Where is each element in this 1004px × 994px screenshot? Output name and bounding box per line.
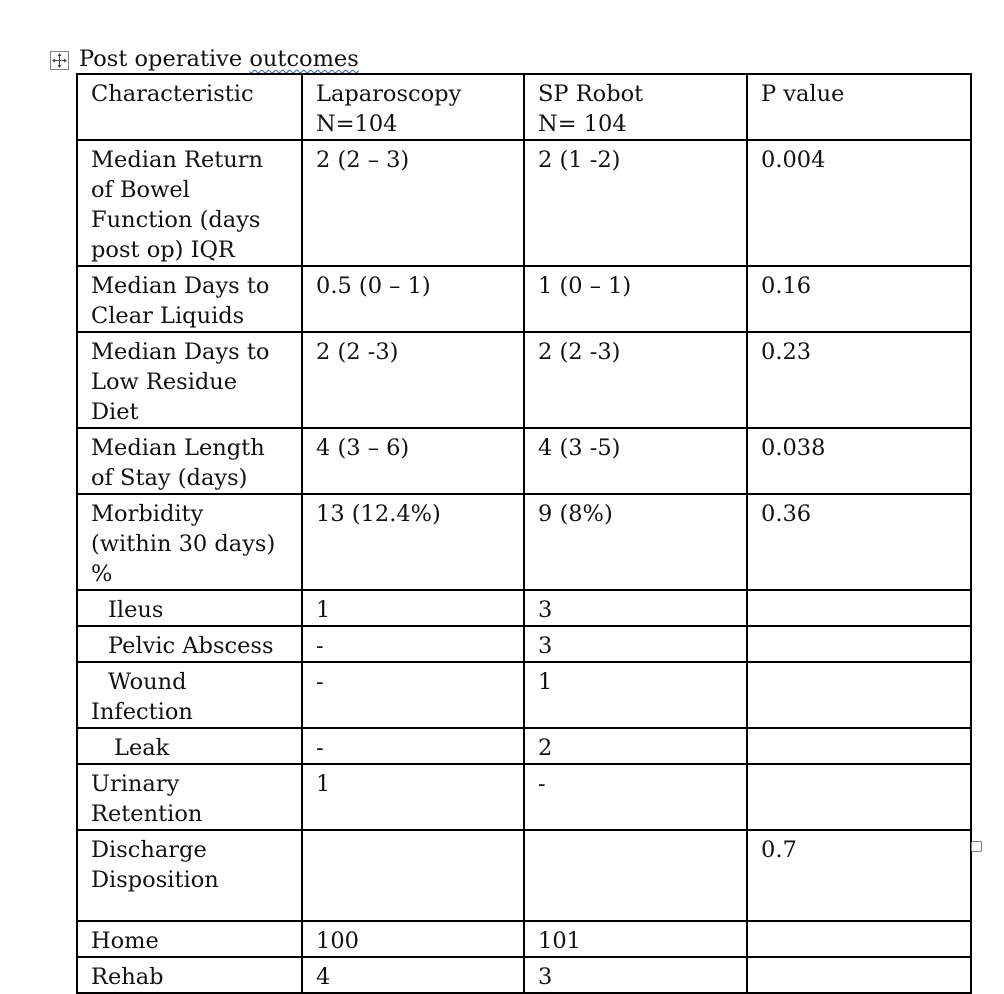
outcomes-table <box>76 73 972 994</box>
row-sp-robot-value: 9 (8%) <box>524 494 747 590</box>
row-label-text: Wound Infection <box>91 669 193 725</box>
row-sp-robot-value: 3 <box>524 590 747 626</box>
row-pvalue: 0.16 <box>747 266 971 332</box>
row-sp-robot-value: 3 <box>524 957 747 993</box>
row-label: Median Days to Low Residue Diet <box>77 332 302 428</box>
row-sp-robot-value: 4 (3 -5) <box>524 428 747 494</box>
row-pvalue: 0.7 <box>747 830 971 921</box>
row-laparoscopy-value: 100 <box>302 921 524 957</box>
row-pvalue: 0.004 <box>747 140 971 266</box>
row-laparoscopy-value: 4 (3 – 6) <box>302 428 524 494</box>
row-laparoscopy-value: 2 (2 -3) <box>302 332 524 428</box>
row-label: Home <box>77 921 302 957</box>
caption-underlined-word: outcomes <box>249 46 359 72</box>
table-row <box>77 140 971 266</box>
table-row <box>77 830 971 921</box>
row-label: Median Return of Bowel Function (days post op) IQR <box>77 140 302 266</box>
row-pvalue <box>747 921 971 957</box>
row-laparoscopy-value: 2 (2 – 3) <box>302 140 524 266</box>
row-laparoscopy-value: 13 (12.4%) <box>302 494 524 590</box>
caption-prefix: Post operative <box>79 46 250 72</box>
row-pvalue <box>747 626 971 662</box>
row-label: Pelvic Abscess <box>77 626 302 662</box>
table-row <box>77 590 971 626</box>
table-row <box>77 921 971 957</box>
row-sp-robot-value: 3 <box>524 626 747 662</box>
row-pvalue <box>747 590 971 626</box>
header-sp-robot-n: N= 104 <box>538 111 627 137</box>
header-characteristic: Characteristic <box>77 74 302 140</box>
row-pvalue <box>747 957 971 993</box>
row-label: Discharge Disposition <box>77 830 302 921</box>
table-row <box>77 428 971 494</box>
row-pvalue: 0.23 <box>747 332 971 428</box>
header-sp-robot <box>524 74 747 140</box>
row-sp-robot-value: 2 (1 -2) <box>524 140 747 266</box>
row-pvalue <box>747 662 971 728</box>
table-header-row <box>77 74 971 140</box>
header-laparoscopy-n: N=104 <box>316 111 398 137</box>
header-laparoscopy <box>302 74 524 140</box>
table-row <box>77 332 971 428</box>
row-sp-robot-value: 101 <box>524 921 747 957</box>
header-laparoscopy-title: Laparoscopy <box>316 81 462 107</box>
row-label: Median Days to Clear Liquids <box>77 266 302 332</box>
row-laparoscopy-value: - <box>302 728 524 764</box>
row-pvalue: 0.36 <box>747 494 971 590</box>
row-laparoscopy-value: 1 <box>302 590 524 626</box>
row-pvalue <box>747 728 971 764</box>
header-pvalue: P value <box>747 74 971 140</box>
row-label: Rehab <box>77 957 302 993</box>
header-sp-robot-title: SP Robot <box>538 81 644 107</box>
table-row <box>77 626 971 662</box>
row-sp-robot-value <box>524 830 747 921</box>
row-pvalue: 0.038 <box>747 428 971 494</box>
table-row <box>77 728 971 764</box>
table-caption <box>79 44 359 74</box>
row-label <box>77 662 302 728</box>
row-pvalue <box>747 764 971 830</box>
row-label: Urinary Retention <box>77 764 302 830</box>
row-laparoscopy-value: - <box>302 662 524 728</box>
table-resize-handle-icon[interactable] <box>971 841 982 852</box>
row-laparoscopy-value: - <box>302 626 524 662</box>
table-row <box>77 764 971 830</box>
table-row <box>77 494 971 590</box>
table-row <box>77 662 971 728</box>
row-sp-robot-value: 2 <box>524 728 747 764</box>
row-laparoscopy-value: 0.5 (0 – 1) <box>302 266 524 332</box>
row-sp-robot-value: 1 (0 – 1) <box>524 266 747 332</box>
row-sp-robot-value: - <box>524 764 747 830</box>
row-laparoscopy-value: 1 <box>302 764 524 830</box>
table-row <box>77 957 971 993</box>
table-row <box>77 266 971 332</box>
row-label: Leak <box>77 728 302 764</box>
row-sp-robot-value: 1 <box>524 662 747 728</box>
row-label: Median Length of Stay (days) <box>77 428 302 494</box>
table-move-handle-icon[interactable] <box>50 51 69 70</box>
row-laparoscopy-value: 4 <box>302 957 524 993</box>
row-laparoscopy-value <box>302 830 524 921</box>
row-sp-robot-value: 2 (2 -3) <box>524 332 747 428</box>
row-label: Ileus <box>77 590 302 626</box>
row-label: Morbidity (within 30 days) % <box>77 494 302 590</box>
